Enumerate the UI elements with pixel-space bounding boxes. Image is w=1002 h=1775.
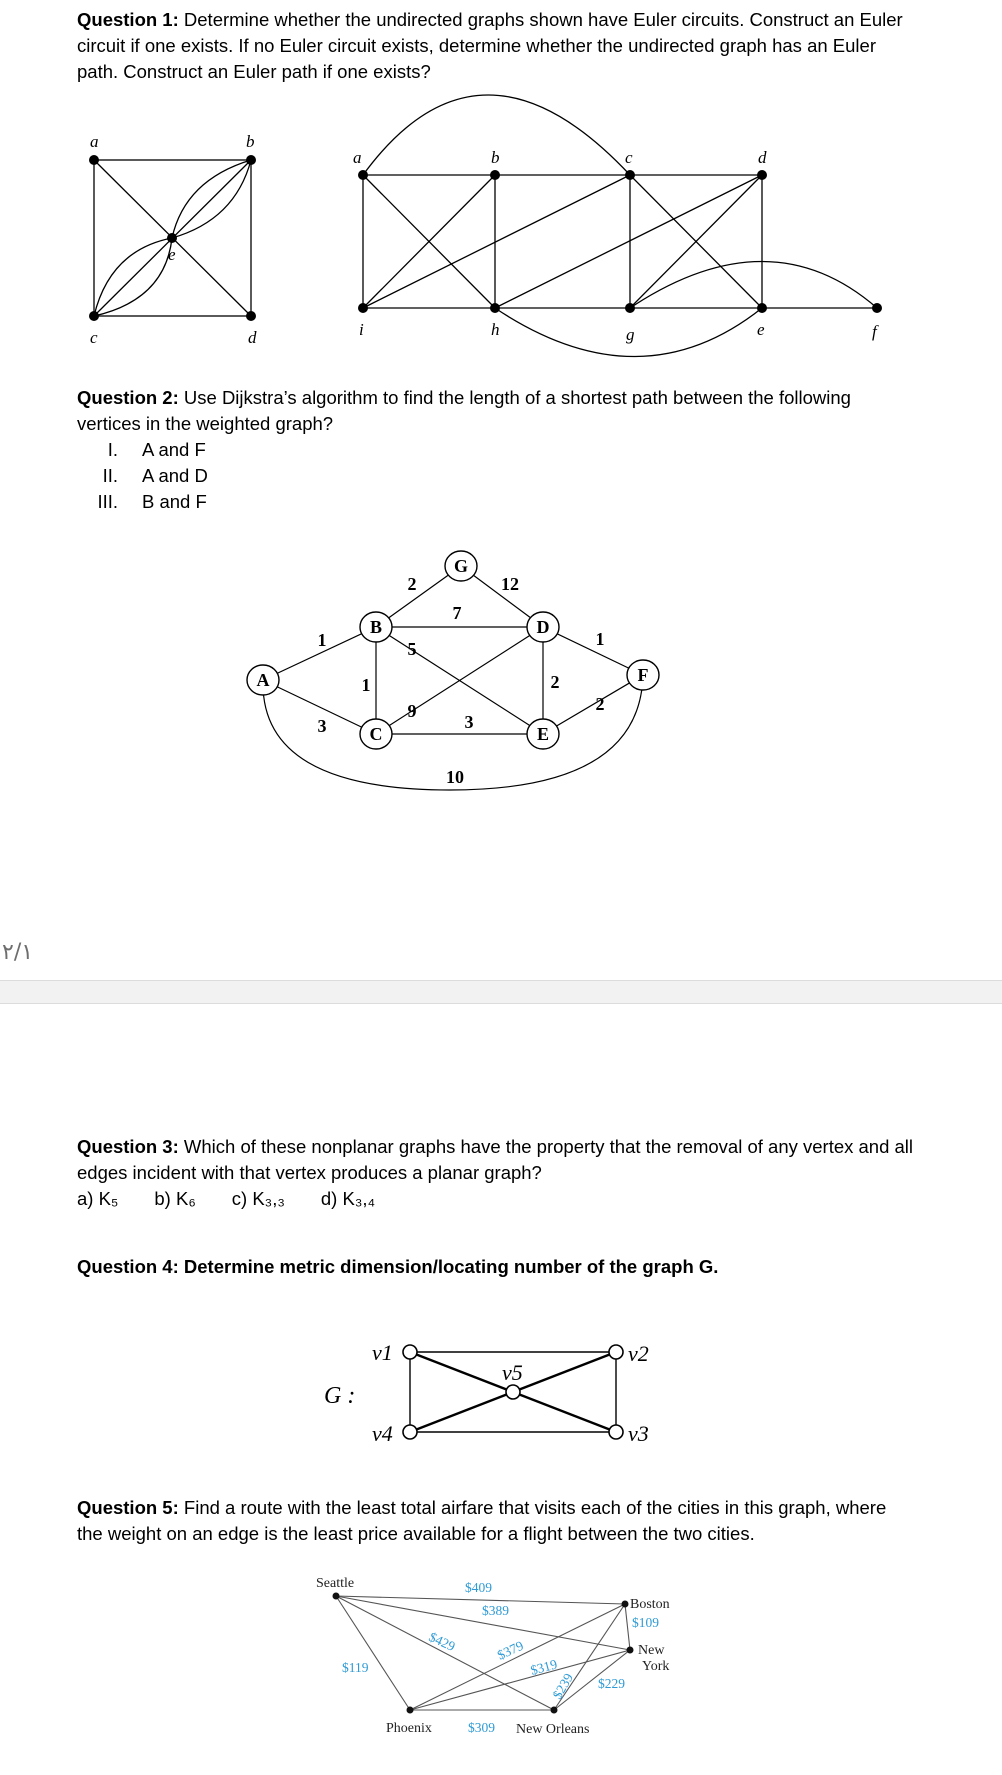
- g2-label-i: i: [359, 320, 364, 339]
- label-v1: v1: [372, 1340, 393, 1365]
- vertex-A: A: [256, 670, 270, 690]
- page-number: ٢/١: [2, 940, 34, 965]
- question-3-text: Which of these nonplanar graphs have the property that the removal of any vertex and all edges incident with that vertex produces a planar graph?: [77, 1136, 914, 1183]
- weight-CD: 9: [407, 701, 417, 721]
- question-2-list: [86, 437, 208, 515]
- city-seattle: Seattle: [316, 1576, 355, 1591]
- graph-G: [320, 1330, 680, 1480]
- g1-label-e: e: [168, 245, 176, 264]
- question-3-options: [77, 1186, 411, 1212]
- vertex-F: F: [637, 665, 649, 685]
- city-new: New: [638, 1643, 665, 1658]
- g2-label-c: c: [625, 148, 633, 167]
- list-item: II. A and D: [102, 465, 208, 486]
- price-109: $109: [632, 1615, 659, 1630]
- price-429: $429: [426, 1629, 458, 1655]
- g1-label-b: b: [246, 132, 255, 151]
- label-v2: v2: [628, 1341, 649, 1366]
- question-2-text: Use Dijkstra’s algorithm to find the length of a shortest path between the following vertices in the weighted graph?: [77, 387, 851, 434]
- city-boston: Boston: [630, 1597, 670, 1612]
- vertex-G: G: [453, 556, 469, 576]
- price-239: $239: [549, 1670, 577, 1702]
- question-2: [77, 385, 917, 437]
- weight-BC: 1: [361, 675, 371, 695]
- city-phoenix: Phoenix: [386, 1721, 432, 1736]
- option-c: c) K₃,₃: [231, 1188, 285, 1209]
- weight-DF: 1: [595, 629, 605, 649]
- g2-label-h: h: [491, 320, 500, 339]
- g2-label-b: b: [491, 148, 500, 167]
- g1-label-a: a: [90, 132, 99, 151]
- g2-label-e: e: [757, 320, 765, 339]
- price-319: $319: [528, 1656, 559, 1678]
- g2-label-d: d: [758, 148, 767, 167]
- question-2-label: Question 2:: [77, 387, 179, 408]
- price-379: $379: [494, 1637, 526, 1663]
- list-item: I. A and F: [107, 439, 206, 460]
- label-v3: v3: [628, 1421, 649, 1446]
- vertex-C: C: [369, 724, 383, 744]
- weight-AB: 1: [317, 630, 327, 650]
- price-229: $229: [598, 1676, 625, 1691]
- label-v4: v4: [372, 1421, 393, 1446]
- weight-AC: 3: [317, 716, 327, 736]
- question-3-label: Question 3:: [77, 1136, 179, 1157]
- weight-EF: 2: [595, 694, 605, 714]
- price-409: $409: [465, 1580, 492, 1595]
- page-separator: [0, 980, 1002, 1004]
- g1-label-c: c: [90, 328, 98, 347]
- question-3: [77, 1134, 917, 1186]
- euler-graph-2: [340, 85, 900, 365]
- g2-label-a: a: [353, 148, 362, 167]
- question-1-text: Determine whether the undirected graphs shown have Euler circuits. Construct an Euler circuit if one exists. If no Euler circuit exists, determine whether the undirected graph has an Euler path. Construct an Euler path if one exists?: [77, 9, 903, 82]
- airfare-graph: [310, 1570, 690, 1745]
- city-new-orleans: New Orleans: [516, 1722, 590, 1737]
- weight-BE: 5: [407, 639, 417, 659]
- vertex-D: D: [536, 617, 550, 637]
- question-4: Question 4: Determine metric dimension/locating number of the graph G.: [77, 1256, 719, 1277]
- price-119: $119: [342, 1660, 369, 1675]
- vertex-B: B: [369, 617, 383, 637]
- price-389: $389: [482, 1603, 509, 1618]
- label-v5: v5: [502, 1360, 523, 1385]
- euler-graph-1: [70, 125, 270, 345]
- question-5-label: Question 5:: [77, 1497, 179, 1518]
- g1-label-d: d: [248, 328, 257, 347]
- weight-BG: 2: [407, 574, 417, 594]
- weight-DE: 2: [550, 672, 560, 692]
- question-1-label: Question 1:: [77, 9, 179, 30]
- weight-AF: 10: [446, 767, 464, 787]
- option-b: b) K₆: [154, 1188, 196, 1209]
- weight-BD: 7: [452, 603, 462, 623]
- graph-G-label: G :: [324, 1383, 356, 1409]
- option-a: a) K₅: [77, 1188, 119, 1209]
- weight-GD: 12: [501, 574, 519, 594]
- question-5-text: Find a route with the least total airfare that visits each of the cities in this graph, where the weight on an edge is the least price available for a flight between the two cities.: [77, 1497, 887, 1544]
- question-5: [77, 1495, 917, 1547]
- g2-label-g: g: [626, 325, 635, 344]
- list-item: III. B and F: [97, 491, 207, 512]
- weight-CE: 3: [464, 712, 474, 732]
- price-309: $309: [468, 1720, 495, 1735]
- question-1: [77, 7, 917, 85]
- g2-label-f: f: [872, 322, 877, 341]
- weighted-graph: [240, 545, 690, 805]
- city-york: York: [642, 1659, 670, 1674]
- option-d: d) K₃,₄: [320, 1188, 376, 1209]
- vertex-E: E: [536, 724, 550, 744]
